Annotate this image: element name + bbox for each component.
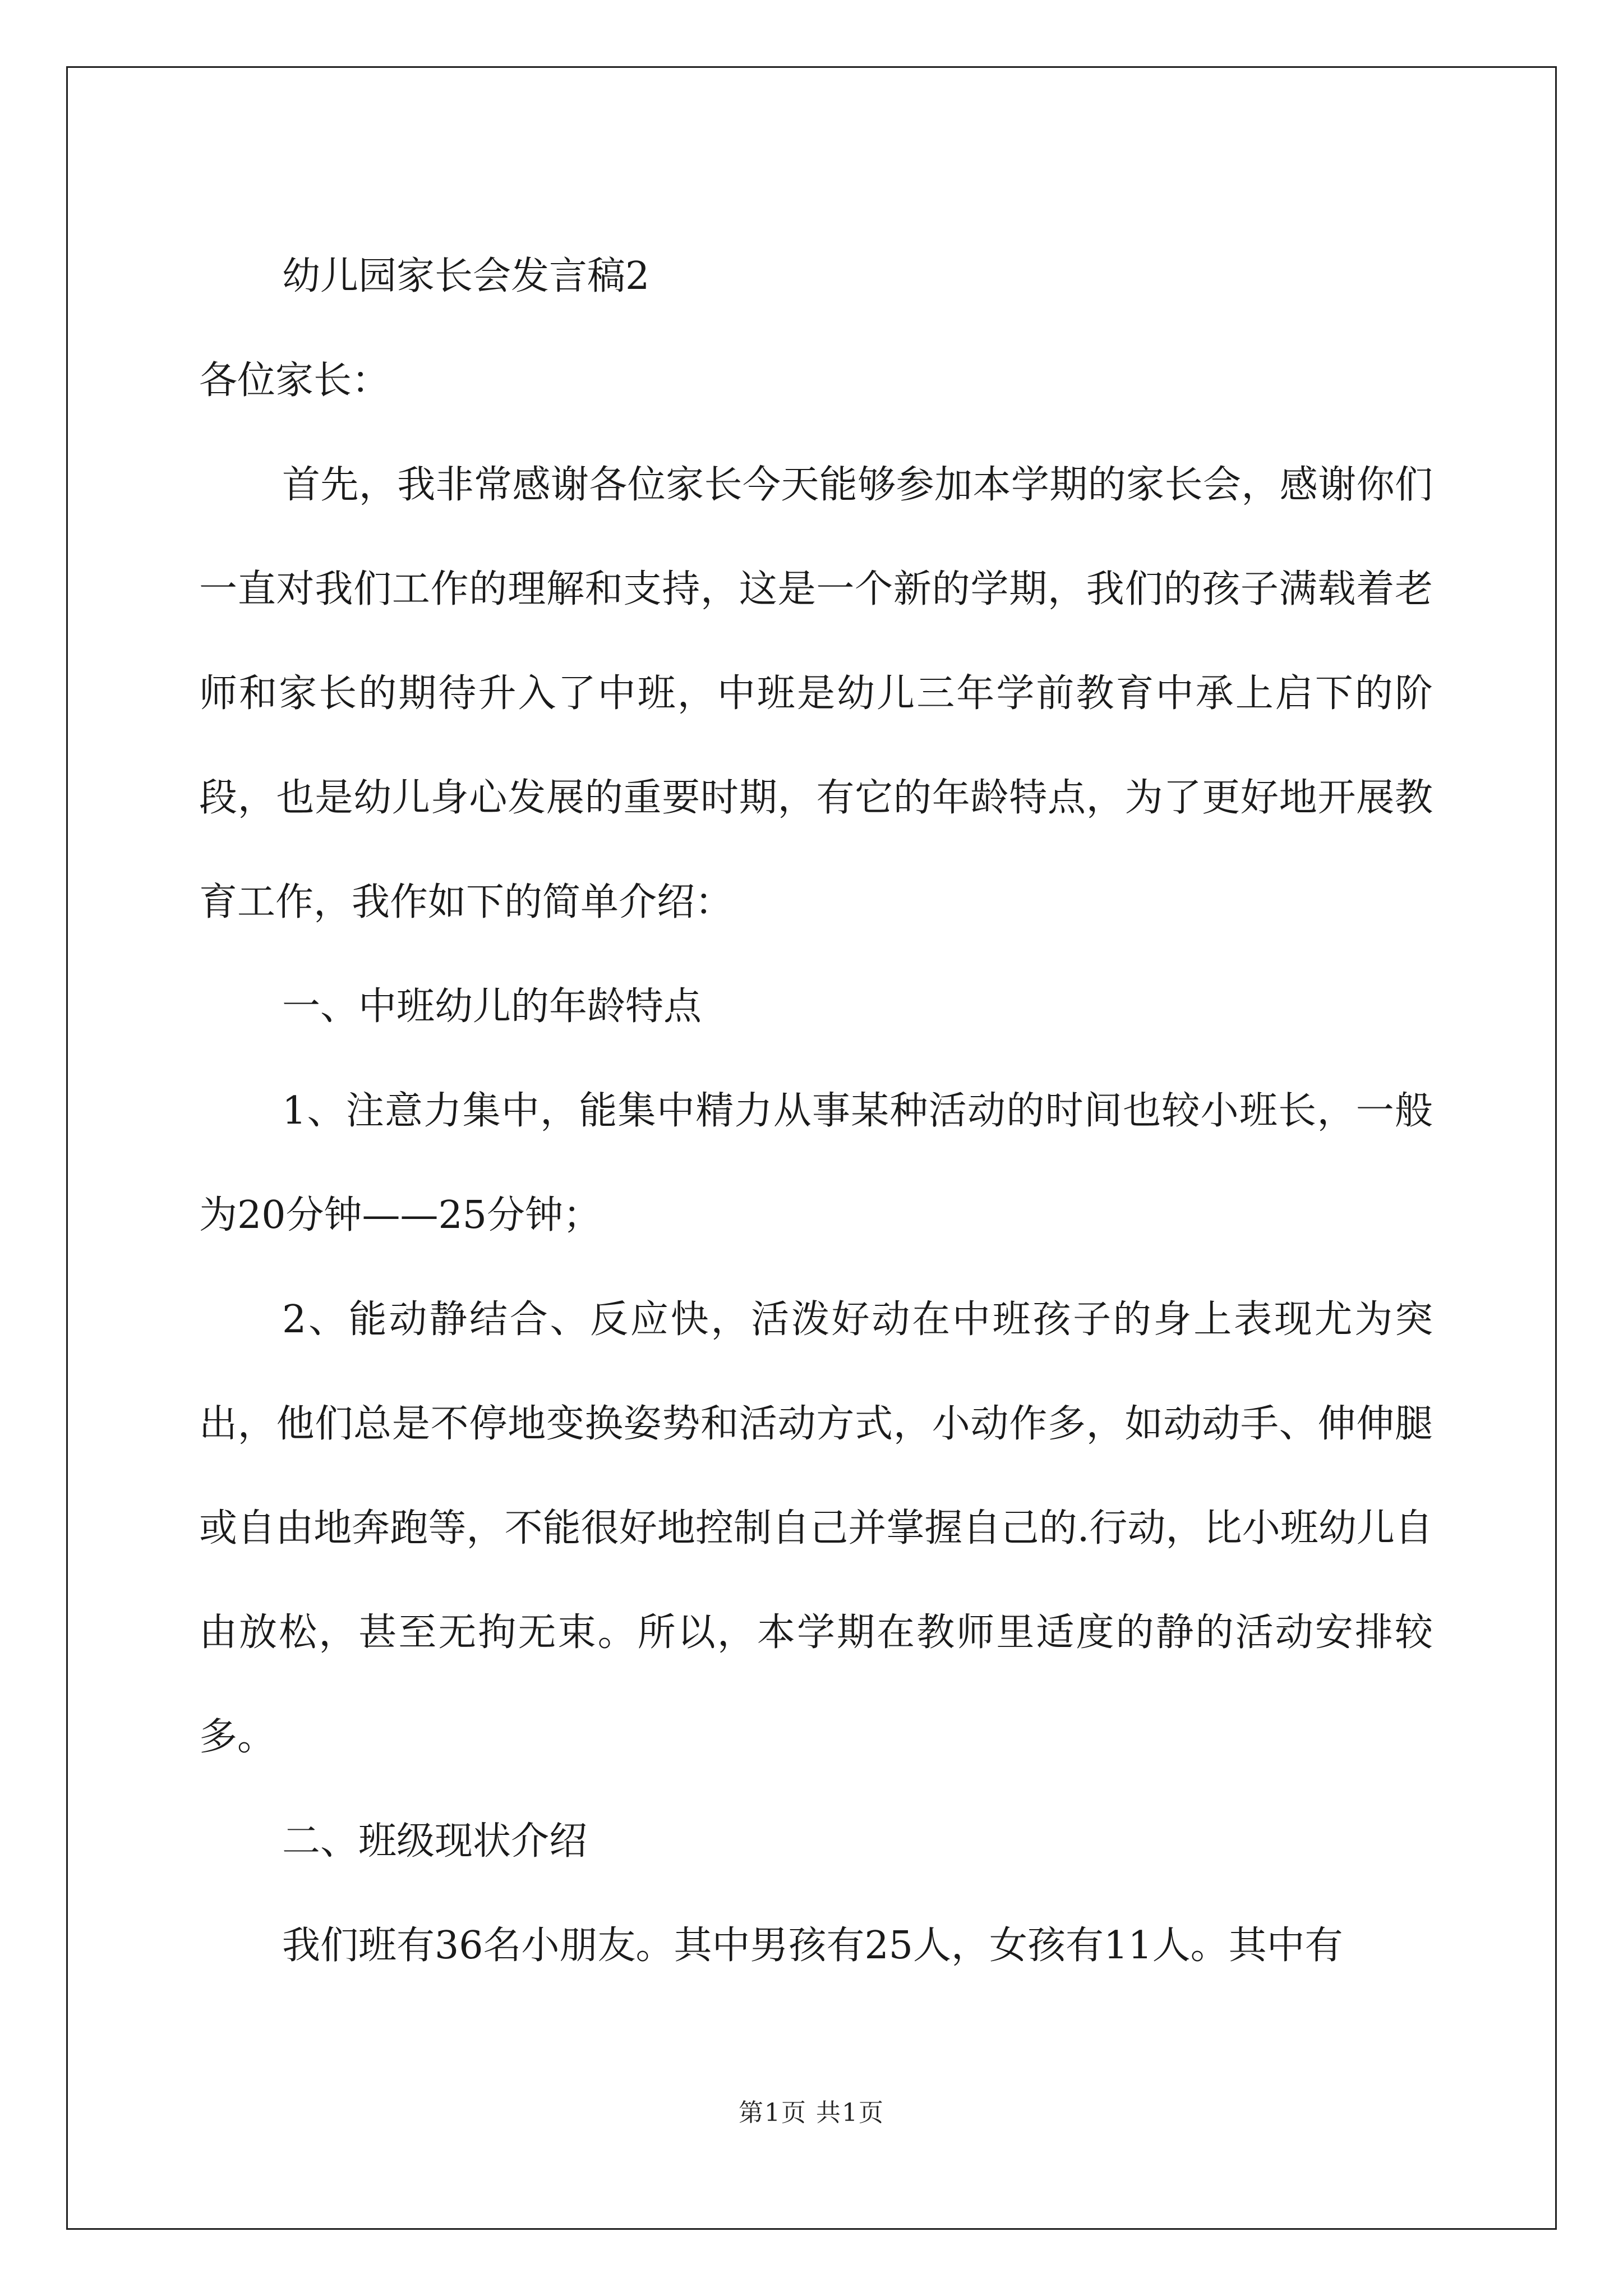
list-item-2: 2、能动静结合、反应快，活泼好动在中班孩子的身上表现尤为突出，他们总是不停地变换姿势和活动方式，小动作多，如动动手、伸伸腿或自由地奔跑等，不能很好地控制自己并掌握自己的.行动，比小班幼儿自由放松，甚至无拘无束。所以，本学期在教师里适度的静的活动安排较多。 [199,1297,1433,1759]
paragraph-intro: 首先，我非常感谢各位家长今天能够参加本学期的家长会，感谢你们一直对我们工作的理解和支持，这是一个新的学期，我们的孩子满载着老师和家长的期待升入了中班，中班是幼儿三年学前教育中承上启下的阶段，也是幼儿身心发展的重要时期，有它的年龄特点，为了更好地开展教育工作，我作如下的简单介绍： [199,463,1433,924]
list-item-1: 1、注意力集中，能集中精力从事某种活动的时间也较小班长，一般为20分钟——25分钟； [199,1089,1433,1237]
document-body [199,224,1433,1998]
page-number-footer: 第1页 共1页 [739,2099,884,2127]
section-heading-2: 二、班级现状介绍 [282,1819,588,1864]
paragraph-class-status: 我们班有36名小朋友。其中男孩有25人，女孩有11人。其中有 [282,1924,1343,1968]
document-title: 幼儿园家长会发言稿2 [282,254,650,298]
section-heading-1: 一、中班幼儿的年龄特点 [282,984,702,1029]
greeting: 各位家长： [199,358,390,403]
